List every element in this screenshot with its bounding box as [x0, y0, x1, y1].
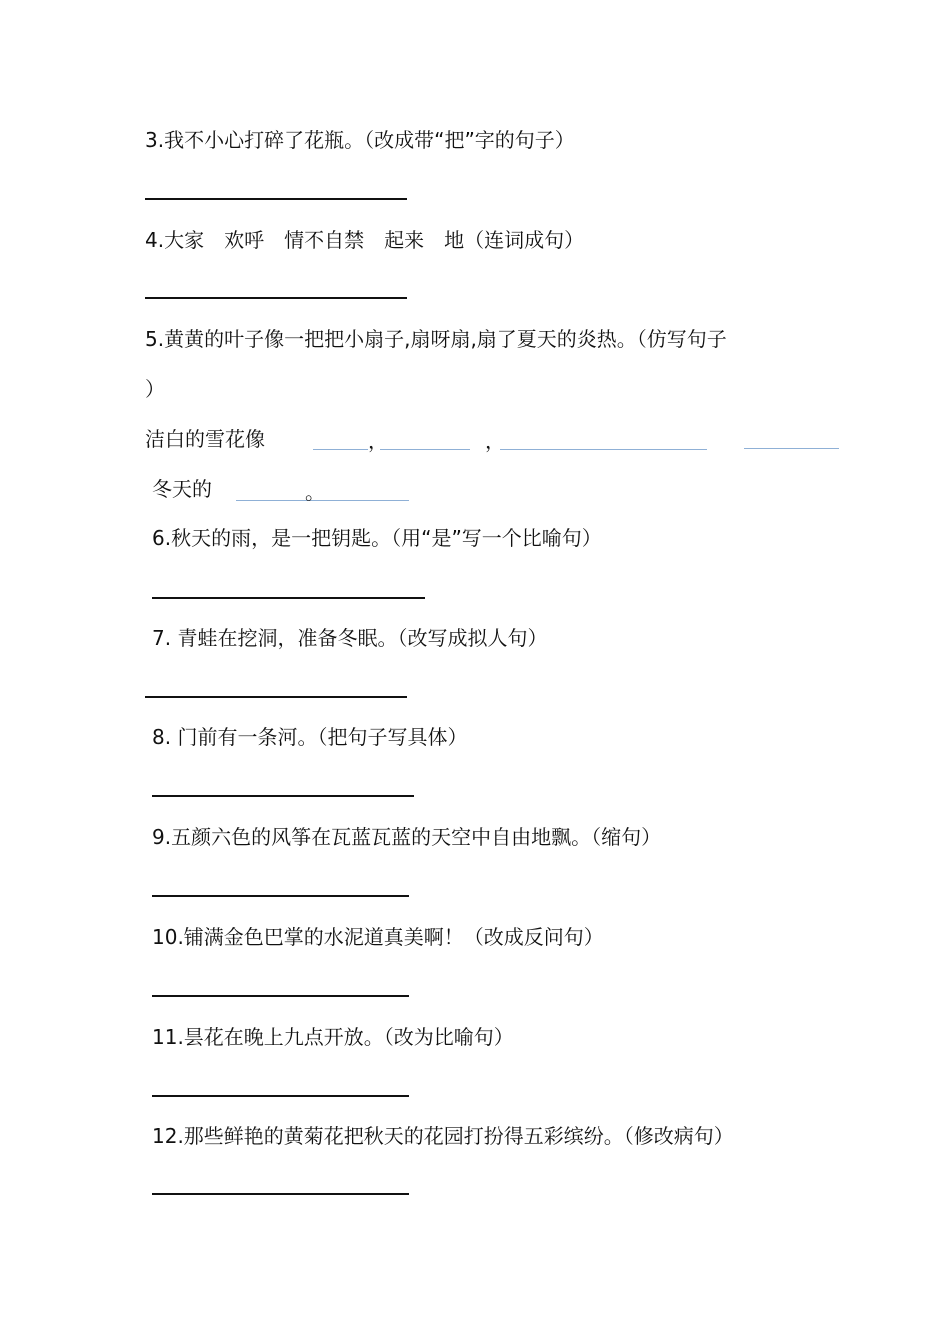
- question-5-line-2: ）: [145, 377, 165, 401]
- question-5-line-1: 5.黄黄的叶子像一把把小扇子,扇呀扇,扇了夏天的炎热。（仿写句子: [145, 327, 727, 351]
- question-12: 12.那些鲜艳的黄菊花把秋天的花园打扮得五彩缤纷。（修改病句）: [152, 1124, 734, 1148]
- question-6: 6.秋天的雨，是一把钥匙。（用“是”写一个比喻句）: [152, 526, 602, 550]
- answer-line-12[interactable]: [152, 1193, 409, 1195]
- fill-blank-2[interactable]: [380, 449, 470, 450]
- fill-blank-1[interactable]: [313, 449, 368, 450]
- question-10: 10.铺满金色巴掌的水泥道真美啊！（改成反问句）: [152, 925, 604, 949]
- question-4: 4.大家 欢呼 情不自禁 起来 地（连词成句）: [145, 228, 585, 252]
- comma-2: ，: [485, 429, 505, 453]
- question-3: 3.我不小心打碎了花瓶。（改成带“把”字的句子）: [145, 128, 575, 152]
- period: 。: [305, 480, 325, 504]
- question-8: 8. 门前有一条河。（把句子写具体）: [152, 725, 468, 749]
- answer-line-6[interactable]: [152, 597, 425, 599]
- answer-line-7[interactable]: [145, 696, 407, 698]
- answer-line-8[interactable]: [152, 795, 414, 797]
- fill-blank-3[interactable]: [500, 449, 707, 450]
- fill-blank-4[interactable]: [744, 448, 839, 449]
- answer-line-3[interactable]: [145, 198, 407, 200]
- answer-line-4[interactable]: [145, 297, 407, 299]
- answer-line-9[interactable]: [152, 895, 409, 897]
- question-9: 9.五颜六色的风筝在瓦蓝瓦蓝的天空中自由地飘。（缩句）: [152, 825, 662, 849]
- question-7: 7. 青蛙在挖洞，准备冬眠。（改写成拟人句）: [152, 626, 548, 650]
- fill-prefix-snow: 洁白的雪花像: [145, 427, 265, 451]
- answer-line-11[interactable]: [152, 1095, 409, 1097]
- answer-line-10[interactable]: [152, 995, 409, 997]
- comma-1: ，: [368, 429, 388, 453]
- fill-prefix-winter: 冬天的: [152, 477, 212, 501]
- question-11: 11.昙花在晚上九点开放。（改为比喻句）: [152, 1025, 514, 1049]
